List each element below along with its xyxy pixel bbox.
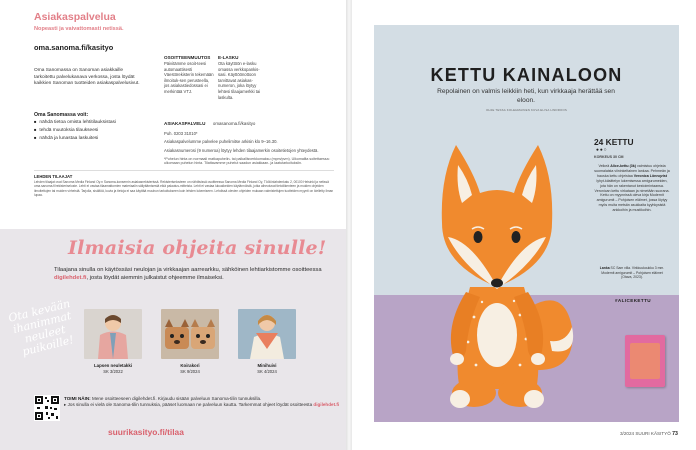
subscribers-legal-text: Lehden tilaajat ovat Sanoma Media Finland Oy:n Sanoma-konsernin asiakasrekisterissä. Rekisteriselosteen on nähtävissä osoitteessa Sanoma Media Finland Oy, Töölönlahdenkatu 2, 00100 Helsinki ja netissä oma.sanoma.fi/rekisteriseloste. Lehti ei vastaa tilaamattomien materiaalin säilyttämisestä eikä palautus-mitteista. Lehti ei vastaa lukuaikeiden käytännöistä, jotka aiheutuvat tietoliikenteen ja muiden ohjeiden ilmoitettujen tai muiden virheistä. Tarjolla, sisältöä, kuvia ja tietoja ei saa käyttää muuhun tarkoitukseen kuin lehden lukemiseen. Lehdissä olevien ohjeiden mukaan valmistettujen tuotteiden myynti on kielletty ilman lupaa. <box>34 180 334 197</box>
thumbnail-caption <box>161 363 219 374</box>
instructions-step-2: Jos sinulla ei vielä ole Sanoma-tilin tunnuksia, pääset luomaan ne palveluun kautta. Tarkemmat ohjeet löydät osoitteesta <box>67 402 314 408</box>
article-body <box>594 164 670 213</box>
pattern-number: 24 KETTU <box>594 137 634 147</box>
body-bold-2: Veronica Lönnqvist <box>633 173 667 178</box>
subscribe-url[interactable]: suurikasityo.fi/tilaa <box>108 427 184 437</box>
page-number: 73 <box>672 431 678 437</box>
thumbnail-title: Koirakori <box>180 363 200 368</box>
thumbnail-issue: SK 3/2022 <box>103 368 123 374</box>
book-cover <box>625 335 665 387</box>
customer-service-intro: Oma Sanomassa on Sanoman asiakkaille tarkoitettu palvelukanava verkossa, josta löydät kaikkien Sanoman tuotteiden asiakaspalvelusivut. <box>34 68 140 87</box>
address-change-text: Päivitämme osoit-teesi automaattisesti Väestörekisterin tekemään ilmoituk-sen perusteella, jos asiakastiedossasi ei merkintää VTJ. <box>164 61 214 94</box>
folio-label: 3/2024 SUURI KÄSITYÖ <box>620 431 671 436</box>
customer-number-info: Asiakasnumerosi (9 numeroa) löytyy lehden tilaajamerkin osoitetietojen yhteydestä. <box>164 147 319 153</box>
phone-service-block <box>164 112 340 166</box>
phone-number: Puh. 0203 31010* <box>164 131 198 136</box>
body-part-1: Veikeä <box>598 164 611 168</box>
phone-hours: Asiakaspalvelumme palvelee puhelimitse arkisin klo 9–16.30. <box>164 139 278 144</box>
thumbnail-caption <box>238 363 296 374</box>
subscribers-heading: LEHDEN TILAAJAT <box>34 174 73 179</box>
customer-service-tagline: Nopeasti ja vaivattomasti netissä. <box>34 26 124 32</box>
thumbnail-card[interactable] <box>238 309 296 374</box>
bullets-list <box>34 119 154 142</box>
hashtag: #ALICEKETTU <box>614 298 652 303</box>
promo-title: Ilmaisia ohjeita sinulle! <box>68 237 327 259</box>
difficulty-dots: ●●○ <box>596 148 608 153</box>
bullets-title: Oma Sanomassa voit: <box>34 112 89 118</box>
phone-service-heading: ASIAKASPALVELU <box>164 121 206 126</box>
divider <box>34 170 334 171</box>
thumbnail-issue: SK 4/2024 <box>257 368 277 374</box>
instructions-step-1: Mene osoitteeseen digilehdet.fi. Kirjaudu sisään palveluun Sanoma-tilin tunnuksilla. <box>90 396 262 401</box>
thumbnail-issue: SK 9/2024 <box>180 368 200 374</box>
address-change-column <box>164 55 214 95</box>
promo-text-end: , josta löydät aiemmin julkaistut ohjeemme ilmaiseksi. <box>86 274 224 281</box>
address-change-heading: OSOITTEENMUUTOS <box>164 55 211 60</box>
e-invoice-column <box>218 55 268 100</box>
promo-side-script: Ota kevään ihanimmat neuleet puikoille! <box>7 296 75 359</box>
qr-code[interactable] <box>34 395 60 421</box>
promo-digilehdet-link[interactable]: digilehdet.fi <box>54 274 87 281</box>
instructions-link[interactable]: digilehdet.fi <box>313 402 340 408</box>
free-patterns-promo <box>0 229 348 450</box>
article-lead: Repolainen on valmis leikkiin heti, kun virkkaaja herättää sen eloon. <box>437 88 615 104</box>
promo-text-start: Tilaajana sinulla on käytössäsi neulojan ja virkkaajan aarrearkku, sähköinen lehtiarkistomme osoitteessa <box>54 267 322 273</box>
body-part-2: valmistuu ohjeista suomalaista viininkeltainen lankaa. Pehmeän ja hauska kettu ohjeistaa <box>594 164 670 178</box>
bullet-item: ■ tehdä muutoksia tilaukseesi <box>34 127 154 135</box>
phone-price-note: *Puhelun hinta on normaali matkapuhelin- tai paikallisverkkomaksu (mpm/pvm). Ulkomailta soitettaessa: ulkomaan puhelun hinta. Tilattavamme puhelut saadun asiakkaan- ja laatutarkoituksiin. <box>164 156 330 166</box>
phone-service-web[interactable]: omasanoma.fi/kasityo <box>212 121 256 126</box>
pattern-size: KORKEUS 30 CM <box>594 155 624 159</box>
customer-service-url[interactable]: oma.sanoma.fi/kasityo <box>34 43 114 52</box>
article-title: KETTU KAINALOON <box>430 65 623 85</box>
thumbnail-title: Minihuivi <box>257 363 277 368</box>
thumbnail-caption <box>84 363 142 374</box>
right-page <box>374 25 679 422</box>
bullet-item: ■ nähdä tietoa omista lehtitilauksistasi <box>34 119 154 127</box>
customer-service-heading: Asiakaspalvelua <box>34 11 116 23</box>
thumbnail-card[interactable] <box>161 309 219 374</box>
body-part-3: lyhyt-käsittelyn lukemisessa amigurumeiden, jota hän on rakentanut kestoimintaansa. Veronican kettu virkataan ja nimetään suorana. Kettu on myynnissä oleva kirja Modernit amigurumit – Pohjoisen eläimet, jossa löytyy myös muita metsän asukkaita kyyhkysistä ankkoihin ja mustikoihin. <box>594 178 670 213</box>
materials-text: SC Sam villa. Virkkuukoukku 3 mm. Modernit amigurumit – Pohjoisen eläimet (Otava, 2023). <box>601 266 665 280</box>
instructions-label: TOIMI NÄIN: <box>64 396 91 401</box>
dog-basket-photo <box>161 309 219 359</box>
thumbnail-card[interactable] <box>84 309 142 374</box>
promo-text <box>54 267 336 282</box>
page-gutter <box>346 0 352 450</box>
materials-heading: Lanka <box>599 266 610 270</box>
page-folio <box>620 431 678 437</box>
mini-scarf-photo <box>238 309 296 359</box>
article-credits: OHJE TESSA KOLEHMAINEN KUVA ELISA LINDROOS <box>485 108 568 112</box>
bullet-item: ■ nähdä ja lunastaa laskuitesi <box>34 135 154 143</box>
crochet-fox-illustration <box>402 137 592 417</box>
e-invoice-heading: E-LASKU <box>218 55 239 60</box>
cardigan-photo <box>84 309 142 359</box>
thumbnail-title: Lapsen neuletakki <box>93 363 133 368</box>
arrow-icon: ▸ <box>64 402 67 408</box>
materials <box>596 266 668 280</box>
e-invoice-text: Ota käyttöön e-lasku omassa verkkopankis-sasi. Käyttöönottoon tarvittavat asiakas-numeron, joka löytyy lehtesi tilaajamerkki tai laskulta. <box>218 61 261 100</box>
instructions-text <box>64 396 340 408</box>
body-bold-1: Alice-kettu (3k) <box>610 164 636 168</box>
